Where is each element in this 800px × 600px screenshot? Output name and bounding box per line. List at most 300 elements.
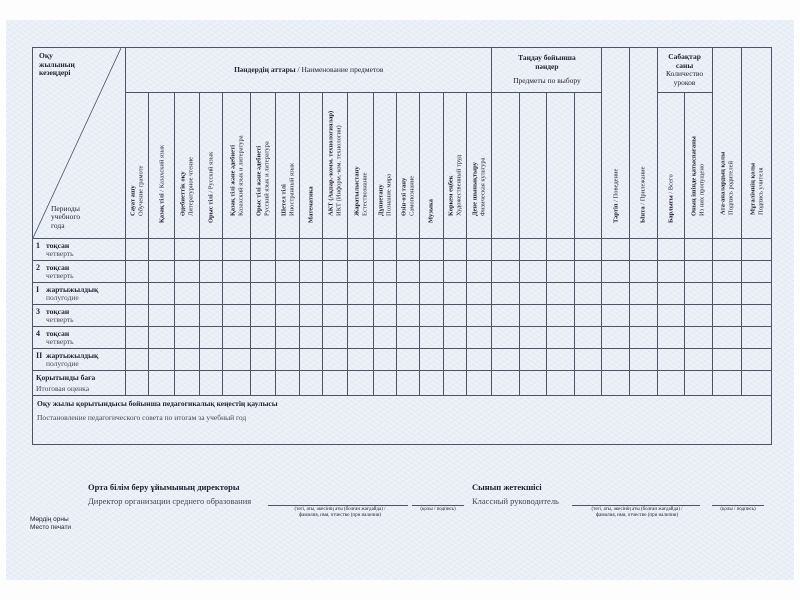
final-grade-cell[interactable] — [200, 371, 223, 396]
grade-cell[interactable] — [126, 327, 149, 349]
subject-col-10 — [373, 93, 396, 239]
behavior-head-top — [602, 48, 630, 93]
grade-cell[interactable] — [466, 349, 492, 371]
grade-cell[interactable] — [223, 239, 251, 261]
grade-cell[interactable] — [251, 283, 276, 305]
final-grade-cell[interactable] — [373, 371, 396, 396]
grade-cell[interactable] — [223, 261, 251, 283]
period-number: I — [36, 284, 40, 294]
subject-col-7 — [299, 93, 322, 239]
after-col-0 — [602, 93, 630, 239]
grade-cell[interactable] — [322, 305, 347, 327]
director-sign-line[interactable] — [412, 505, 464, 506]
period-ru: полугодие — [46, 292, 79, 302]
grade-cell[interactable] — [200, 261, 223, 283]
grade-cell[interactable] — [657, 349, 685, 371]
period-kz: жартыжылдық — [46, 350, 99, 360]
grade-cell[interactable] — [251, 239, 276, 261]
grade-cell[interactable] — [574, 261, 602, 283]
grade-cell[interactable] — [742, 349, 772, 371]
subject-6-ru: Иностранный язык — [287, 162, 295, 216]
grade-cell[interactable] — [443, 305, 466, 327]
grade-cell[interactable] — [519, 327, 547, 349]
period-number: 3 — [36, 306, 40, 316]
subject-9-kz: Жаратылыстану — [353, 165, 361, 216]
elective-col-3 — [574, 93, 602, 239]
grade-cell[interactable] — [223, 327, 251, 349]
period-row — [33, 327, 772, 349]
grade-cell[interactable] — [397, 283, 420, 305]
diligence-head-top — [630, 48, 658, 93]
period-label-0 — [33, 239, 126, 261]
grade-cell[interactable] — [276, 283, 299, 305]
grade-cell[interactable] — [149, 239, 174, 261]
final-grade-cell[interactable] — [251, 371, 276, 396]
grade-cell[interactable] — [466, 327, 492, 349]
elective-col-0 — [492, 93, 520, 239]
grade-cell[interactable] — [492, 305, 520, 327]
subject-col-4 — [223, 93, 251, 239]
subject-10-ru: Познание мира — [384, 173, 392, 216]
subject-8-kz: АКТ (Ақпар.-комм. технологиялар) — [327, 110, 335, 216]
grade-cell[interactable] — [251, 305, 276, 327]
after-col-4-ru: Подпись родителей — [726, 161, 734, 216]
grade-cell[interactable] — [397, 349, 420, 371]
council-ru: Постановление педагогического совета по итогам за учебный год — [37, 412, 247, 422]
council-decision-cell[interactable] — [33, 396, 772, 445]
subject-col-12 — [420, 93, 443, 239]
grade-cell[interactable] — [299, 239, 322, 261]
grade-cell[interactable] — [276, 349, 299, 371]
final-grade-cell[interactable] — [466, 371, 492, 396]
after-col-0-ru: / Поведение — [611, 168, 619, 204]
subject-3-kz: Орыс тілі — [207, 194, 215, 223]
period-corner-cell — [33, 48, 126, 239]
grade-cell[interactable] — [322, 349, 347, 371]
after-col-3-kz: Оның ішінде қатыспағаны — [690, 135, 698, 216]
grade-cell[interactable] — [712, 283, 742, 305]
grade-cell[interactable] — [630, 327, 658, 349]
subject-5-kz: Орыс тілі және әдебиеті — [255, 145, 263, 216]
subject-10-kz: Дүниетану — [377, 183, 385, 216]
period-kz: тоқсан — [46, 262, 70, 272]
grade-cell[interactable] — [126, 349, 149, 371]
grade-cell[interactable] — [630, 283, 658, 305]
grade-cell[interactable] — [492, 261, 520, 283]
subject-1-ru: / Казахский язык — [157, 144, 165, 194]
period-row — [33, 283, 772, 305]
grade-cell[interactable] — [299, 327, 322, 349]
final-grade-cell[interactable] — [574, 371, 602, 396]
period-row — [33, 239, 772, 261]
grade-cell[interactable] — [443, 239, 466, 261]
grade-cell[interactable] — [547, 327, 575, 349]
subject-col-14 — [466, 93, 492, 239]
class-teacher-title-kz: Сынып жетекшісі — [472, 482, 542, 492]
subject-col-2 — [174, 93, 199, 239]
grade-cell[interactable] — [299, 305, 322, 327]
grade-cell[interactable] — [742, 327, 772, 349]
grade-cell[interactable] — [348, 261, 373, 283]
grade-cell[interactable] — [373, 305, 396, 327]
grade-cell[interactable] — [200, 349, 223, 371]
grade-cell[interactable] — [602, 239, 630, 261]
grade-cell[interactable] — [223, 283, 251, 305]
grade-cell[interactable] — [657, 261, 685, 283]
subject-col-6 — [276, 93, 299, 239]
grade-cell[interactable] — [574, 283, 602, 305]
grade-cell[interactable] — [200, 327, 223, 349]
period-label-4 — [33, 327, 126, 349]
period-kz: тоқсан — [46, 240, 70, 250]
grade-cell[interactable] — [149, 327, 174, 349]
grade-cell[interactable] — [630, 349, 658, 371]
final-grade-cell[interactable] — [420, 371, 443, 396]
grade-cell[interactable] — [299, 261, 322, 283]
final-grade-cell[interactable] — [547, 371, 575, 396]
grade-cell[interactable] — [712, 327, 742, 349]
period-row — [33, 349, 772, 371]
subjects-header: Пәндердің аттары / Наименование предметов — [126, 48, 492, 93]
grade-cell[interactable] — [602, 283, 630, 305]
grade-cell[interactable] — [685, 349, 713, 371]
grade-cell[interactable] — [420, 261, 443, 283]
grade-cell[interactable] — [420, 239, 443, 261]
after-col-3 — [685, 93, 713, 239]
final-grade-cell[interactable] — [492, 371, 520, 396]
grade-cell[interactable] — [126, 261, 149, 283]
grade-cell[interactable] — [742, 305, 772, 327]
grade-cell[interactable] — [492, 327, 520, 349]
period-number: 1 — [36, 240, 40, 250]
grade-cell[interactable] — [174, 261, 199, 283]
period-ru: четверть — [46, 248, 74, 258]
lessons-header: Сабақтар саны Количество уроков — [657, 48, 712, 93]
grade-cell[interactable] — [200, 239, 223, 261]
period-ru: четверть — [46, 336, 74, 346]
subject-col-1 — [149, 93, 174, 239]
grade-cell[interactable] — [276, 239, 299, 261]
grade-cell[interactable] — [519, 261, 547, 283]
grade-cell[interactable] — [519, 305, 547, 327]
teacher-sign-hint: (қолы / подпись) — [720, 507, 756, 512]
grade-cell[interactable] — [397, 239, 420, 261]
subject-0-ru: Обучение грамоте — [137, 165, 145, 216]
subject-7-kz: Математика — [307, 186, 315, 223]
subject-4-kz: Қазақ тілі және әдебиеті — [229, 144, 237, 216]
subject-0-kz: Сауат ашу — [129, 184, 137, 216]
grade-cell[interactable] — [547, 239, 575, 261]
grade-cell[interactable] — [373, 283, 396, 305]
grade-cell[interactable] — [373, 239, 396, 261]
grade-cell[interactable] — [519, 349, 547, 371]
grade-cell[interactable] — [420, 283, 443, 305]
grade-cell[interactable] — [276, 327, 299, 349]
after-col-5 — [742, 93, 772, 239]
subject-6-kz: Шетел тілі — [280, 183, 288, 216]
grade-cell[interactable] — [492, 239, 520, 261]
period-number: 4 — [36, 328, 40, 338]
grade-cell[interactable] — [685, 239, 713, 261]
grade-cell[interactable] — [149, 283, 174, 305]
grade-cell[interactable] — [742, 283, 772, 305]
after-col-4-kz: Ата-аналардың қолы — [719, 152, 727, 216]
final-grade-cell[interactable] — [348, 371, 373, 396]
final-grade-cell[interactable] — [149, 371, 174, 396]
grade-cell[interactable] — [685, 261, 713, 283]
final-grade-cell[interactable] — [299, 371, 322, 396]
periods-label-ru: Периоды учебного года — [51, 203, 81, 230]
grade-cell[interactable] — [657, 327, 685, 349]
period-kz: жартыжылдық — [46, 284, 99, 294]
final-kz: Қорытынды баға — [36, 372, 96, 382]
director-name-line[interactable] — [268, 505, 408, 506]
grade-cell[interactable] — [657, 305, 685, 327]
subject-col-13 — [443, 93, 466, 239]
grade-cell[interactable] — [223, 349, 251, 371]
grade-cell[interactable] — [276, 305, 299, 327]
final-grade-cell[interactable] — [223, 371, 251, 396]
grade-cell[interactable] — [149, 261, 174, 283]
grade-cell[interactable] — [574, 349, 602, 371]
grade-cell[interactable] — [657, 239, 685, 261]
period-label-2 — [33, 283, 126, 305]
after-col-1-ru: / Прилежание — [639, 166, 647, 207]
period-label-5 — [33, 349, 126, 371]
header-row-2 — [33, 93, 772, 239]
period-ru: четверть — [46, 270, 74, 280]
subject-14-kz: Дене шынықтыру — [471, 161, 479, 216]
grade-cell[interactable] — [712, 305, 742, 327]
after-col-2-kz: Барлығы — [667, 195, 675, 223]
period-number: 2 — [36, 262, 40, 272]
subject-9-ru: Естествознание — [360, 171, 368, 216]
period-ru: четверть — [46, 314, 74, 324]
grade-cell[interactable] — [420, 349, 443, 371]
grade-cell[interactable] — [685, 305, 713, 327]
teacher-head-top — [742, 48, 772, 93]
council-row — [33, 396, 772, 445]
after-col-1-kz: Ынта — [639, 206, 647, 223]
period-kz: тоқсан — [46, 306, 70, 316]
final-grade-cell[interactable] — [174, 371, 199, 396]
final-grade-cell[interactable] — [126, 371, 149, 396]
grade-cell[interactable] — [712, 261, 742, 283]
grade-cell[interactable] — [420, 305, 443, 327]
subject-1-kz: Қазақ тілі — [157, 193, 165, 223]
grade-cell[interactable] — [443, 261, 466, 283]
teacher-name-line[interactable] — [572, 505, 700, 506]
grade-cell[interactable] — [547, 261, 575, 283]
teacher-name-hint: (тегі, аты, әкесінің аты (болған жағдайда) / фамилия, имя, отчество (при наличии) — [591, 507, 683, 518]
subject-2-kz: Әдебиеттік оқу — [179, 170, 187, 216]
subject-13-kz: Көркем еңбек — [447, 174, 455, 216]
grade-cell[interactable] — [276, 261, 299, 283]
class-teacher-title-ru: Классный руководитель — [472, 496, 559, 506]
grade-cell[interactable] — [574, 305, 602, 327]
subject-5-ru: Русский язык и литература — [263, 140, 271, 216]
period-kz: тоқсан — [46, 328, 70, 338]
period-ru: полугодие — [46, 358, 79, 368]
final-grade-cell[interactable] — [742, 371, 772, 396]
teacher-sign-line[interactable] — [712, 505, 764, 506]
grade-cell[interactable] — [397, 261, 420, 283]
final-grade-row — [33, 371, 772, 396]
grade-cell[interactable] — [443, 283, 466, 305]
grade-cell[interactable] — [299, 349, 322, 371]
period-row — [33, 305, 772, 327]
final-ru: Итоговая оценка — [36, 383, 90, 393]
final-grade-cell[interactable] — [685, 371, 713, 396]
subject-11-ru: Самопознание — [408, 175, 416, 216]
grade-cell[interactable] — [200, 283, 223, 305]
grade-cell[interactable] — [348, 283, 373, 305]
grade-cell[interactable] — [547, 349, 575, 371]
grade-cell[interactable] — [630, 261, 658, 283]
grade-cell[interactable] — [348, 305, 373, 327]
grade-cell[interactable] — [397, 305, 420, 327]
grade-cell[interactable] — [602, 261, 630, 283]
grade-cell[interactable] — [126, 305, 149, 327]
after-col-1 — [630, 93, 658, 239]
director-title-ru: Директор организации среднего образования — [88, 496, 252, 506]
subject-8-ru: ИКТ (Информ.-ком. технологии) — [335, 124, 343, 216]
final-grade-cell[interactable] — [630, 371, 658, 396]
final-grade-label — [33, 371, 126, 396]
after-col-2-ru: / Всего — [667, 174, 675, 196]
grade-cell[interactable] — [373, 327, 396, 349]
grade-cell[interactable] — [547, 305, 575, 327]
grade-cell[interactable] — [742, 261, 772, 283]
grade-cell[interactable] — [602, 349, 630, 371]
director-sign-hint: (қолы / подпись) — [420, 507, 456, 512]
grade-cell[interactable] — [200, 305, 223, 327]
period-label-1 — [33, 261, 126, 283]
grade-cell[interactable] — [126, 239, 149, 261]
period-number: II — [36, 350, 43, 360]
grade-cell[interactable] — [492, 349, 520, 371]
grade-cell[interactable] — [251, 349, 276, 371]
parents-head-top — [712, 48, 742, 93]
subject-13-ru: Художественный труд — [454, 154, 462, 216]
periods-label-kz: Оқу жылының кезеңдері — [39, 51, 75, 77]
subject-col-8 — [322, 93, 347, 239]
subject-col-3 — [200, 93, 223, 239]
grade-cell[interactable] — [174, 239, 199, 261]
grade-cell[interactable] — [149, 305, 174, 327]
after-col-3-ru: Из них пропущено — [698, 163, 706, 216]
director-name-hint: (тегі, аты, әкесінің аты (болған жағдайда) / фамилия, имя, отчество (при наличии) — [294, 507, 386, 518]
grade-cell[interactable] — [602, 305, 630, 327]
grade-cell[interactable] — [574, 327, 602, 349]
grade-cell[interactable] — [742, 239, 772, 261]
grade-cell[interactable] — [322, 283, 347, 305]
grade-cell[interactable] — [174, 283, 199, 305]
header-row-1 — [33, 48, 772, 93]
grade-cell[interactable] — [373, 349, 396, 371]
grade-cell[interactable] — [299, 283, 322, 305]
grade-cell[interactable] — [322, 239, 347, 261]
grade-cell[interactable] — [466, 305, 492, 327]
subject-col-11 — [397, 93, 420, 239]
grade-cell[interactable] — [443, 349, 466, 371]
grade-cell[interactable] — [348, 349, 373, 371]
director-title-kz: Орта білім беру ұйымының директоры — [88, 482, 240, 492]
grade-cell[interactable] — [373, 261, 396, 283]
final-grade-cell[interactable] — [443, 371, 466, 396]
grade-cell[interactable] — [547, 283, 575, 305]
grade-cell[interactable] — [492, 283, 520, 305]
grade-cell[interactable] — [322, 327, 347, 349]
grade-cell[interactable] — [251, 261, 276, 283]
grade-cell[interactable] — [174, 305, 199, 327]
grade-cell[interactable] — [466, 261, 492, 283]
grade-cell[interactable] — [519, 239, 547, 261]
period-row — [33, 261, 772, 283]
subject-col-5 — [251, 93, 276, 239]
after-col-2 — [657, 93, 685, 239]
subject-14-ru: Физическая культура — [479, 156, 487, 216]
grade-cell[interactable] — [251, 327, 276, 349]
grade-cell[interactable] — [397, 327, 420, 349]
grade-cell[interactable] — [685, 327, 713, 349]
subject-12-kz: Музыка — [427, 199, 435, 223]
grade-cell[interactable] — [630, 239, 658, 261]
grade-cell[interactable] — [223, 305, 251, 327]
grade-cell[interactable] — [519, 283, 547, 305]
final-grade-cell[interactable] — [602, 371, 630, 396]
grade-cell[interactable] — [657, 283, 685, 305]
grade-cell[interactable] — [685, 283, 713, 305]
grade-cell[interactable] — [149, 349, 174, 371]
grade-cell[interactable] — [443, 327, 466, 349]
grade-cell[interactable] — [630, 305, 658, 327]
grade-cell[interactable] — [466, 239, 492, 261]
grade-cell[interactable] — [420, 327, 443, 349]
grade-cell[interactable] — [174, 327, 199, 349]
final-grade-cell[interactable] — [322, 371, 347, 396]
final-grade-cell[interactable] — [657, 371, 685, 396]
after-col-4 — [712, 93, 742, 239]
grade-cell[interactable] — [322, 261, 347, 283]
grade-cell[interactable] — [174, 349, 199, 371]
after-col-5-ru: Подпись учителя — [756, 167, 764, 216]
final-grade-cell[interactable] — [712, 371, 742, 396]
subject-4-ru: Казахский язык и литература — [236, 134, 244, 216]
subject-col-9 — [348, 93, 373, 239]
grade-cell[interactable] — [348, 239, 373, 261]
final-grade-cell[interactable] — [397, 371, 420, 396]
final-grade-cell[interactable] — [519, 371, 547, 396]
grade-cell[interactable] — [602, 327, 630, 349]
electives-header: Таңдау бойынша пәндер Предметы по выбору — [492, 48, 602, 93]
final-grade-cell[interactable] — [276, 371, 299, 396]
grade-cell[interactable] — [712, 349, 742, 371]
stamp-place: Мөрдің орны Место печати — [30, 516, 72, 531]
grade-cell[interactable] — [712, 239, 742, 261]
grade-cell[interactable] — [126, 283, 149, 305]
grade-cell[interactable] — [348, 327, 373, 349]
grade-cell[interactable] — [574, 239, 602, 261]
grade-cell[interactable] — [466, 283, 492, 305]
after-col-0-kz: Тәртіп — [611, 203, 619, 223]
elective-col-1 — [519, 93, 547, 239]
grades-table — [32, 47, 772, 445]
subject-2-ru: Литературное чтение — [187, 156, 194, 216]
subject-col-0 — [126, 93, 149, 239]
council-kz: Оқу жылы қорытындысы бойынша педагогикалық кеңестің қаулысы — [37, 399, 278, 408]
elective-col-2 — [547, 93, 575, 239]
